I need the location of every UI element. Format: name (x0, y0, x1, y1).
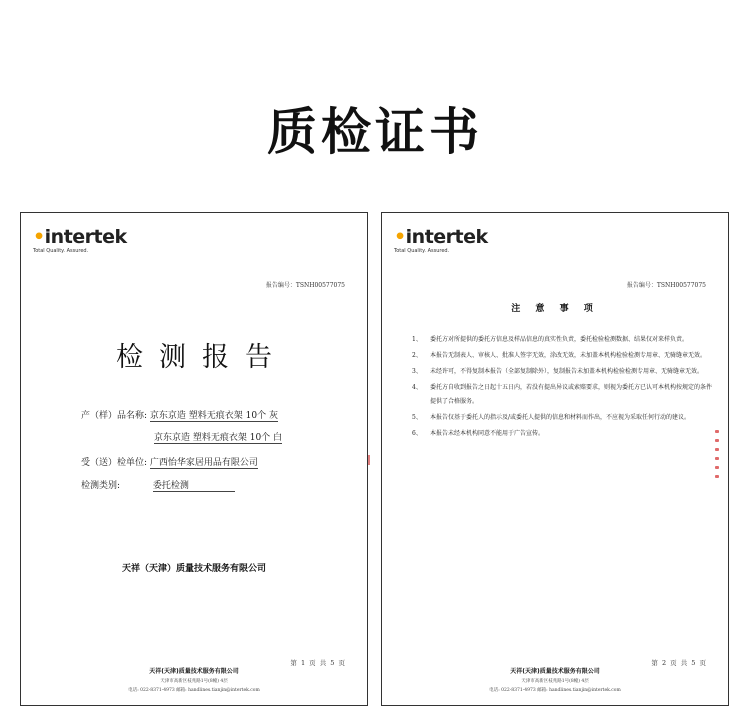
product-row-1 (81, 408, 278, 421)
product-value-2: 京东京造 塑料无痕衣架 10个 白 (154, 433, 283, 443)
footer-company: 天祥(天津)质量技术服务有限公司 (510, 668, 600, 675)
client-label: 受（送）检单位: (81, 458, 148, 468)
report-title: 检测报告 (116, 342, 288, 373)
issuer-company: 天祥（天津）质量技术服务有限公司 (121, 564, 266, 574)
logo-wordmark: •intertek (394, 226, 488, 248)
page-number: 第 2 页 共 5 页 (651, 659, 706, 667)
product-value-1: 京东京造 塑料无痕衣架 10个 灰 (149, 411, 278, 421)
product-row-2 (154, 430, 282, 443)
notice-item: 1、 委托方对所提供的委托方信息及样品信息的真实性负责，委托检验检测数据、结果仅对来样负责。 (412, 336, 689, 343)
test-type-value: 委托检测 (153, 481, 235, 492)
client-value: 广西怡华家居用品有限公司 (149, 458, 258, 468)
notice-item: 4、 委托方自收到报告之日起十五日内，若没有提出异议或索赔要求，则视为委托方已认可本机构按规定的条件提供了合格服务。 (412, 384, 713, 405)
footer-contact: 电话: 022-8371-4973 邮箱: handlines.tianjin@intertek.com (128, 688, 260, 693)
notice-item: 6、 本报告未经本机构同意不能用于广告宣传。 (412, 430, 545, 437)
notice-list (412, 333, 712, 443)
page-footer (382, 666, 728, 693)
seal-edge-marks (715, 430, 723, 484)
notice-title: 注 意 事 项 (511, 304, 599, 314)
logo-wordmark: •intertek (33, 226, 127, 248)
report-number: 报告编号：TSNH00577075 (626, 282, 706, 289)
footer-address: 天津市高新区枝兆路1号(8幢) 4层 (160, 679, 228, 684)
page-number: 第 1 页 共 5 页 (290, 659, 345, 667)
intertek-logo (394, 227, 488, 254)
report-cover-page (20, 212, 368, 706)
footer-company: 天祥(天津)质量技术服务有限公司 (149, 668, 239, 675)
notice-item: 5、 本报告仅基于委托人的指示及/或委托人提供的信息和材料而作出，不应视为采取任何行动的建议。 (412, 414, 691, 421)
notice-item: 2、 本报告无制表人、审核人、批准人签字无效，涂改无效，未加盖本机构检验检测专用章、无骑缝章无效。 (412, 352, 707, 359)
test-type-label: 检测类别: (81, 481, 121, 491)
client-row (81, 455, 258, 468)
notice-page (381, 212, 729, 706)
intertek-logo (33, 227, 127, 254)
footer-contact: 电话: 022-8371-4973 邮箱: handlines.tianjin@intertek.com (489, 688, 621, 693)
page-title: 质检证书 (267, 103, 483, 161)
logo-tagline: Total Quality. Assured. (33, 248, 89, 254)
page-footer (21, 666, 367, 693)
test-type-row (81, 478, 235, 491)
seal-edge-mark-left (368, 455, 370, 465)
notice-item: 3、 未经许可，不得复制本报告（全部复制除外），复制报告未加盖本机构检验检测专用章、无骑缝章无效。 (412, 368, 704, 375)
footer-address: 天津市高新区枝兆路1号(8幢) 4层 (521, 679, 589, 684)
logo-tagline: Total Quality. Assured. (394, 248, 450, 254)
product-label: 产（样）品名称: (81, 411, 148, 421)
report-number: 报告编号：TSNH00577075 (265, 282, 345, 289)
